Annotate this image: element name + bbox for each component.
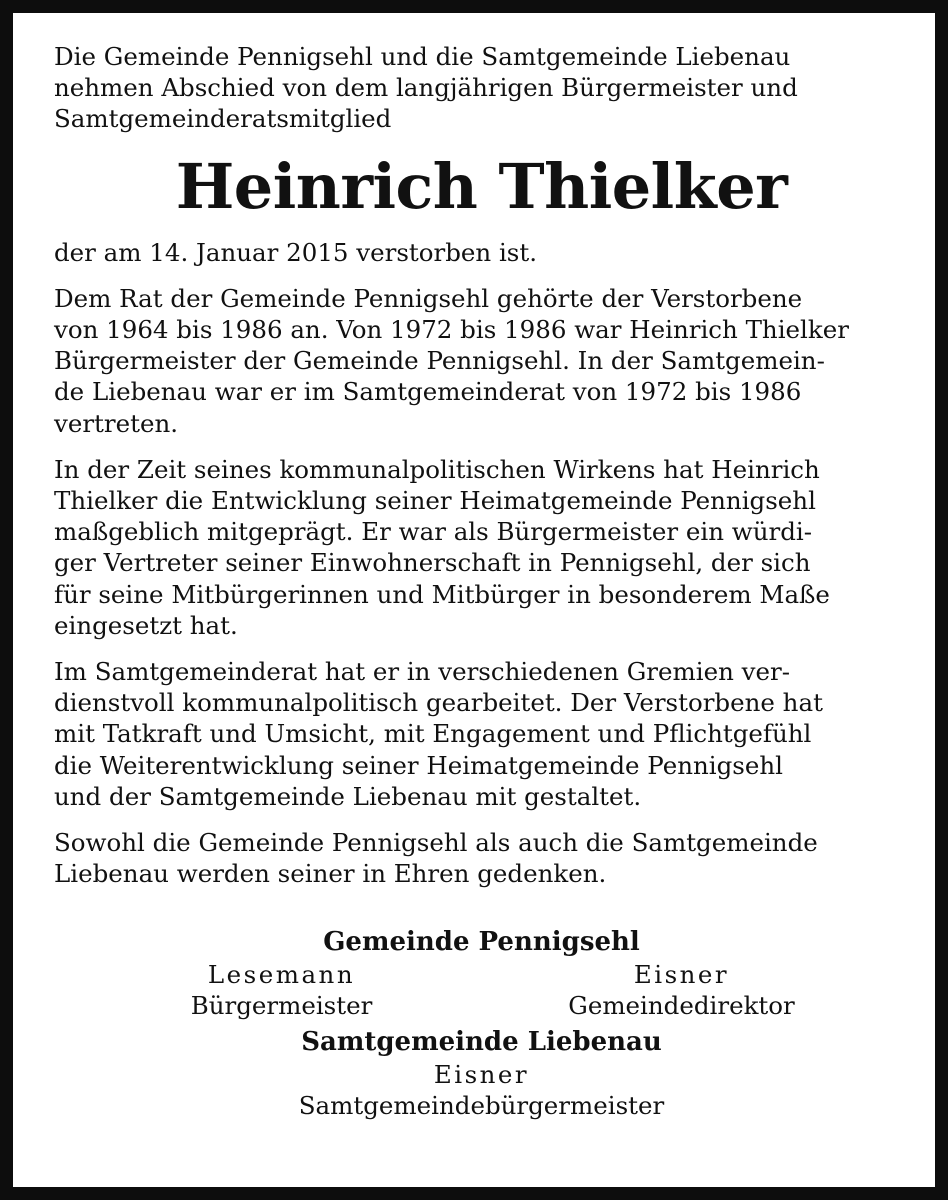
paragraph-council: Dem Rat der Gemeinde Pennigsehl gehörte der Verstorbene von 1964 bis 1986 an. Von 1972 bis 1986 war Heinrich Thielker Bürgermeister der Gemeinde Pennigsehl. In der Samtgemein- de Liebenau war er im Samtgemeinderat von 1972 bis 1986 vertreten. — [54, 283, 849, 438]
signer-title: Bürgermeister — [190, 991, 373, 1021]
notice-content — [54, 41, 909, 1121]
paragraph-committees: Im Samtgemeinderat hat er in verschiedenen Gremien ver- dienstvoll kommunalpolitisch gearbeitet. Der Verstorbene hat mit Tatkraft und Umsicht, mit Engagement und Pflichtgefühl die Weiterentwicklung seiner Heimatgemeinde Pennigsehl und der Samtgemeinde Liebenau mit gestaltet. — [54, 657, 823, 811]
signer-title: Gemeindedirektor — [568, 991, 795, 1021]
signer-title: Samtgemeindebürgermeister — [298, 1091, 665, 1121]
org-gemeinde-pennigsehl: Gemeinde Pennigsehl — [323, 927, 640, 958]
signer-lesemann — [82, 959, 482, 1021]
deceased-name: Heinrich Thielker — [175, 149, 788, 223]
signature-block — [54, 925, 909, 1121]
intro-text: Die Gemeinde Pennigsehl und die Samtgemeinde Liebenau nehmen Abschied von dem langjährigen Bürgermeister und Samtgemeinderatsmitglied — [54, 42, 798, 134]
death-date-line: der am 14. Januar 2015 verstorben ist. — [54, 237, 538, 267]
paragraph-remembrance: Sowohl die Gemeinde Pennigsehl als auch die Samtgemeinde Liebenau werden seiner in Ehren gedenken. — [54, 828, 818, 889]
signer-name: Lesemann — [207, 960, 356, 990]
signer-eisner-direktor — [482, 959, 882, 1021]
signer-row-pennigsehl — [54, 959, 909, 1021]
org-samtgemeinde-liebenau: Samtgemeinde Liebenau — [301, 1027, 662, 1058]
signer-name: Eisner — [633, 960, 730, 990]
paragraph-work: In der Zeit seines kommunalpolitischen Wirkens hat Heinrich Thielker die Entwicklung seiner Heimatgemeinde Pennigsehl maßgeblich mitgeprägt. Er war als Bürgermeister ein würdi- ger Vertreter seiner Einwohnerschaft in Pennigsehl, der sich für seine Mitbürgerinnen und Mitbürger in besonderem Maße eingesetzt hat. — [54, 454, 830, 640]
signer-name: Eisner — [433, 1060, 530, 1090]
